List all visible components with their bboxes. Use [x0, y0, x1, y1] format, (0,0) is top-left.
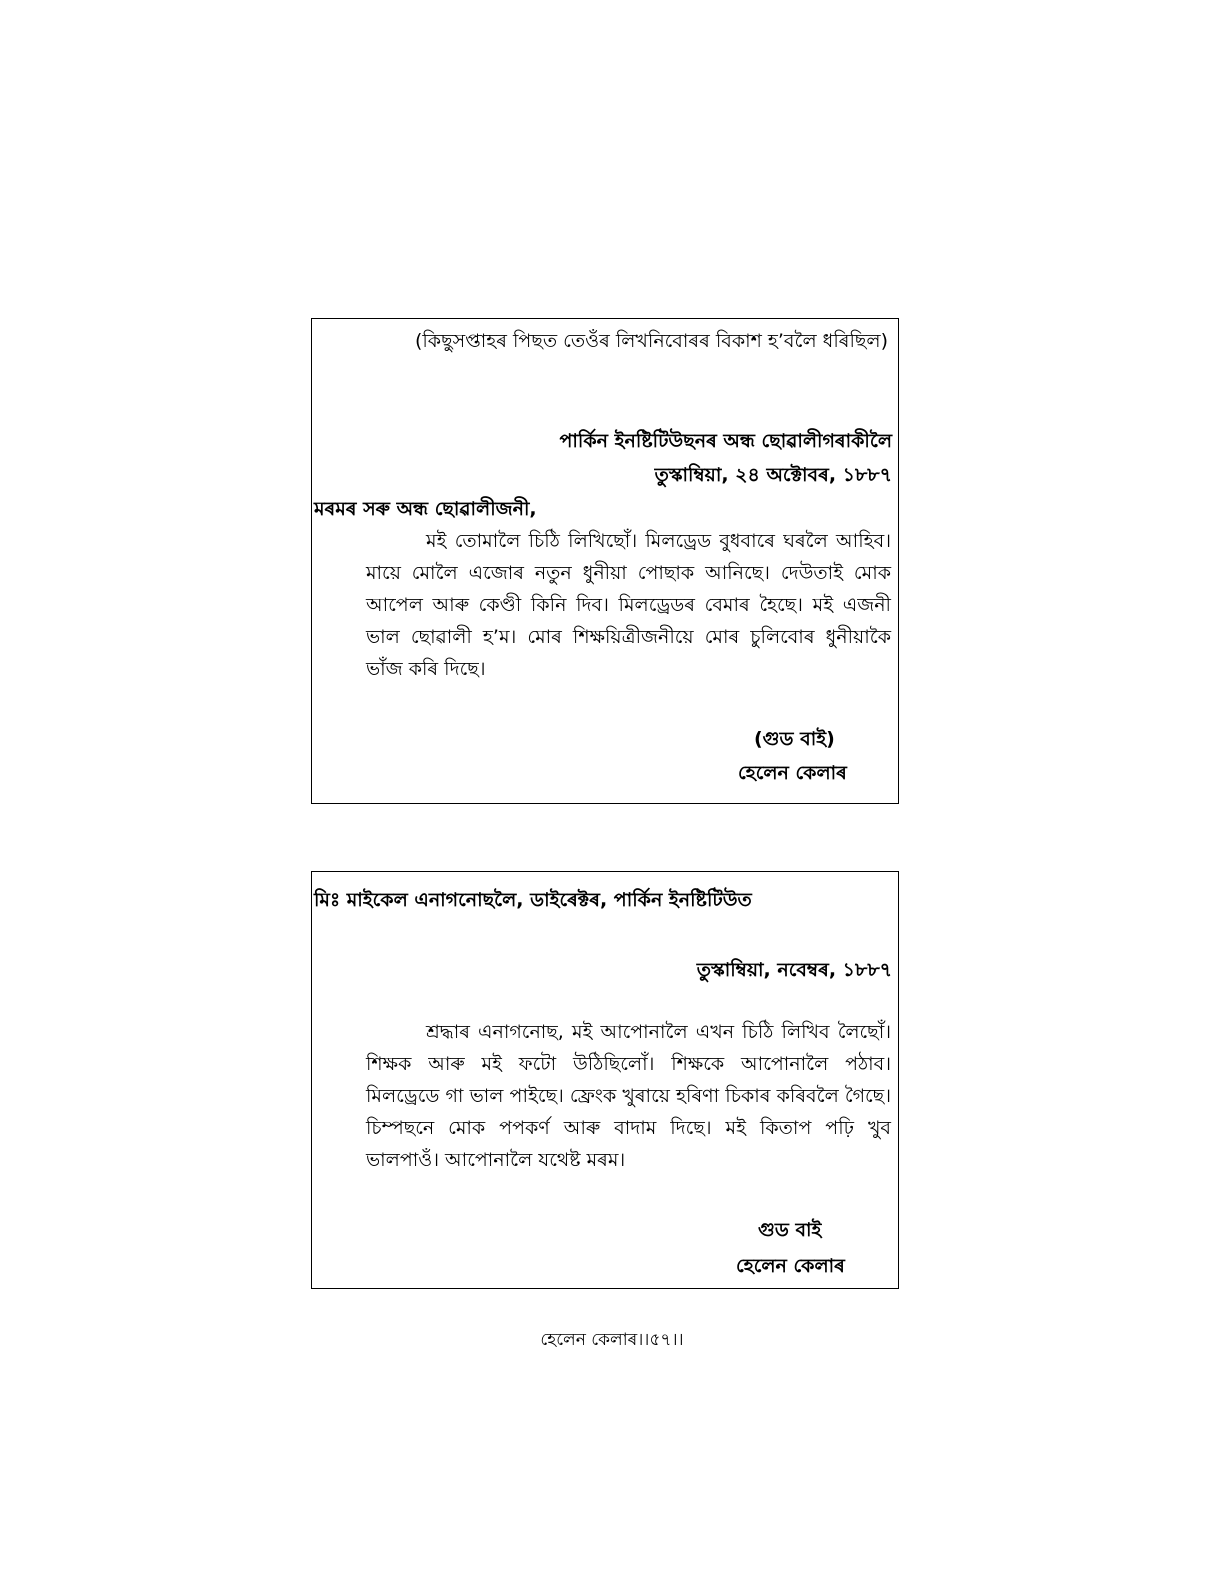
letter-box-2 — [311, 871, 899, 1289]
letter-note: (কিছুসপ্তাহৰ পিছত তেওঁৰ লিখনিবোৰৰ বিকাশ হ’বলৈ ধৰিছিল) — [414, 330, 888, 352]
body-line: চিম্পছনে মোক পপকৰ্ণ আৰু বাদাম দিছে। মই কিতাপ পঢ়ি খুব — [366, 1117, 891, 1139]
letter-signature: হেলেন কেলাৰ — [736, 1255, 845, 1277]
body-line: শ্ৰদ্ধাৰ এনাগনোছ, মই আপোনালৈ এখন চিঠি লিখিব লৈছোঁ। — [426, 1021, 891, 1043]
body-line: ভাঁজ কৰি দিছে। — [366, 658, 486, 680]
letter-closing: গুড বাই — [758, 1219, 822, 1241]
body-line: মিলড্ৰেডে গা ভাল পাইছে। ফ্ৰেংক খুৰায়ে হৰিণা চিকাৰ কৰিবলৈ গৈছে। — [366, 1085, 891, 1107]
letter-addressee: পাৰ্কিন ইনষ্টিটিউছনৰ অন্ধ ছোৱালীগৰাকীলৈ — [559, 430, 892, 452]
page-footer: হেলেন কেলাৰ।।৫৭।। — [540, 1330, 684, 1350]
letter-place-date: তুস্কাম্বিয়া, ২৪ অক্টোবৰ, ১৮৮৭ — [654, 464, 892, 486]
letter-closing: (গুড বাই) — [754, 728, 835, 750]
letter-signature: হেলেন কেলাৰ — [738, 762, 847, 784]
letter-place-date: তুস্কাম্বিয়া, নবেম্বৰ, ১৮৮৭ — [696, 959, 892, 981]
body-line: ভাল ছোৱালী হ’ম। মোৰ শিক্ষয়িত্ৰীজনীয়ে মোৰ চুলিবোৰ ধুনীয়াকৈ — [366, 626, 891, 648]
body-line: আপেল আৰু কেণ্ডী কিনি দিব। মিলড্ৰেডৰ বেমাৰ হৈছে। মই এজনী — [366, 594, 891, 616]
letter-salutation: মৰমৰ সৰু অন্ধ ছোৱালীজনী, — [314, 498, 537, 520]
body-line: শিক্ষক আৰু মই ফটো উঠিছিলোঁ। শিক্ষকে আপোনালৈ পঠাব। — [366, 1053, 891, 1075]
letter-body — [366, 525, 891, 685]
letter-box-1 — [311, 318, 899, 804]
body-line: মই তোমালৈ চিঠি লিখিছোঁ। মিলড্ৰেড বুধবাৰে ঘৰলৈ আহিব। — [426, 530, 891, 552]
letter-addressee: মিঃ মাইকেল এনাগনোছলৈ, ডাইৰেক্টৰ, পাৰ্কিন ইনষ্টিটিউত — [314, 889, 752, 911]
body-line: ভালপাওঁ। আপোনালৈ যথেষ্ট মৰম। — [366, 1149, 626, 1171]
letter-body — [366, 1016, 891, 1176]
body-line: মায়ে মোলৈ এজোৰ নতুন ধুনীয়া পোছাক আনিছে। দেউতাই মোক — [366, 562, 891, 584]
